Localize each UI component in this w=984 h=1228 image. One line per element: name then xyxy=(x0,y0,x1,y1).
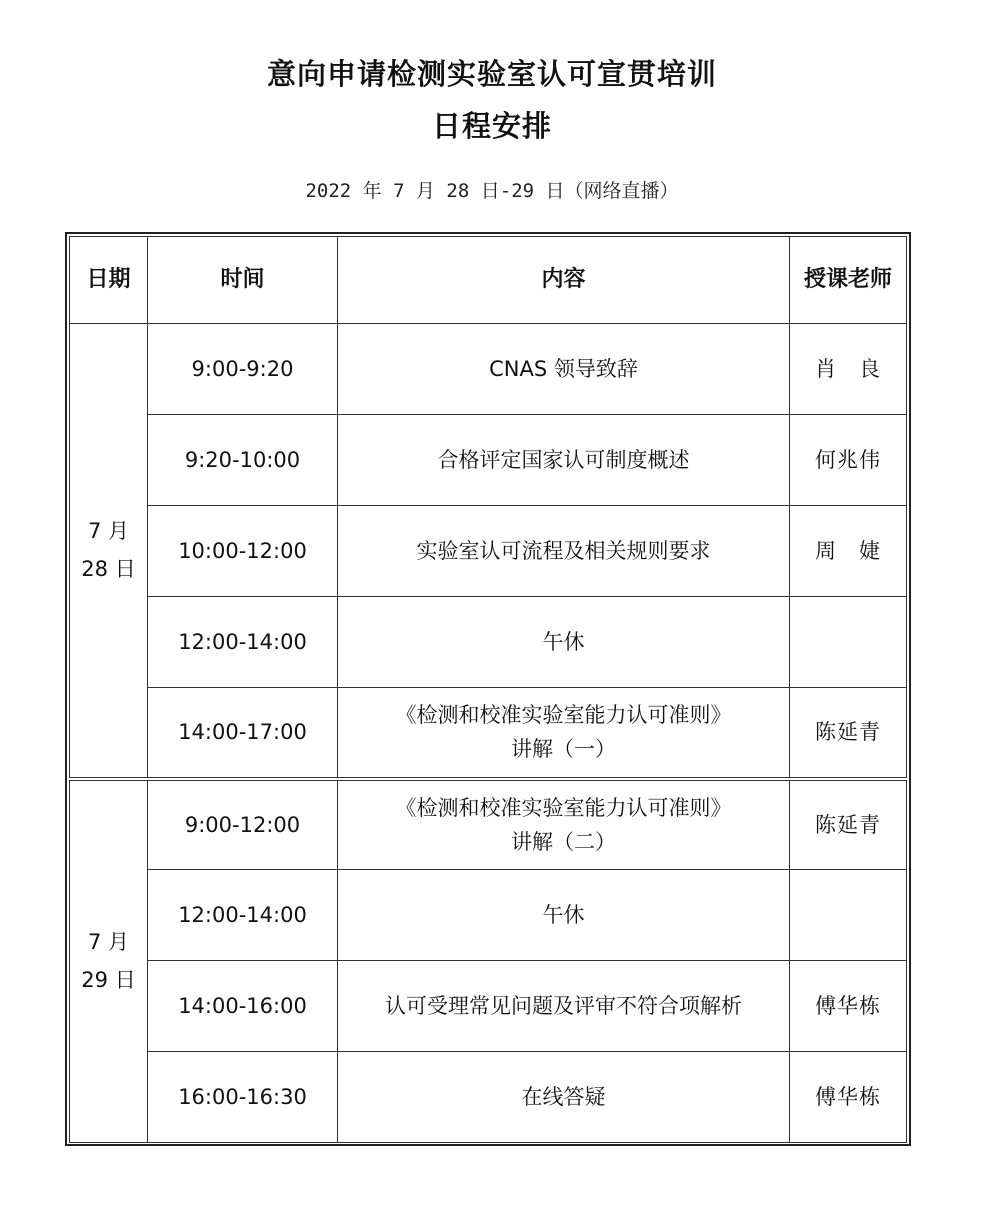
content-line-1: 午休 xyxy=(542,630,585,654)
content-cell xyxy=(338,597,790,688)
time-cell: 9:00-12:00 xyxy=(148,779,338,870)
table-row xyxy=(70,506,907,597)
date-day: 28 日 xyxy=(81,557,136,582)
date-cell-day-2 xyxy=(70,779,148,1143)
date-month: 7 月 xyxy=(87,519,130,544)
content-line-1: 午休 xyxy=(542,903,585,927)
date-month: 7 月 xyxy=(87,930,130,955)
table-row xyxy=(70,870,907,961)
content-cell xyxy=(338,1052,790,1143)
time-cell: 12:00-14:00 xyxy=(148,870,338,961)
time-cell: 14:00-17:00 xyxy=(148,688,338,779)
header-teacher: 授课老师 xyxy=(790,237,907,324)
schedule-table-frame xyxy=(65,232,911,1146)
teacher-cell: 何兆伟 xyxy=(790,415,907,506)
table-row xyxy=(70,415,907,506)
content-cell xyxy=(338,506,790,597)
time-cell: 9:00-9:20 xyxy=(148,324,338,415)
content-cell xyxy=(338,324,790,415)
content-cell xyxy=(338,415,790,506)
content-line-1: 认可受理常见问题及评审不符合项解析 xyxy=(385,994,742,1018)
content-line-1: 在线答疑 xyxy=(521,1085,606,1109)
time-cell: 9:20-10:00 xyxy=(148,415,338,506)
content-cell xyxy=(338,961,790,1052)
teacher-cell: 傅华栋 xyxy=(790,1052,907,1143)
teacher-cell: 肖 良 xyxy=(790,324,907,415)
teacher-cell xyxy=(790,870,907,961)
time-cell: 16:00-16:30 xyxy=(148,1052,338,1143)
content-cell xyxy=(338,779,790,870)
content-line-1: 实验室认可流程及相关规则要求 xyxy=(416,539,711,563)
document-title xyxy=(0,48,984,152)
table-row xyxy=(70,779,907,870)
teacher-cell: 周 婕 xyxy=(790,506,907,597)
table-row xyxy=(70,688,907,779)
header-time: 时间 xyxy=(148,237,338,324)
teacher-cell: 陈延青 xyxy=(790,688,907,779)
content-line-2: 讲解（二） xyxy=(511,829,616,854)
table-row xyxy=(70,1052,907,1143)
teacher-cell xyxy=(790,597,907,688)
table-header-row xyxy=(70,237,907,324)
table-row xyxy=(70,324,907,415)
header-date: 日期 xyxy=(70,237,148,324)
time-cell: 10:00-12:00 xyxy=(148,506,338,597)
content-line-1: 合格评定国家认可制度概述 xyxy=(437,448,690,472)
teacher-cell: 陈延青 xyxy=(790,779,907,870)
table-row xyxy=(70,961,907,1052)
date-cell-day-1 xyxy=(70,324,148,779)
schedule-date-subtitle: 2022 年 7 月 28 日-29 日（网络直播） xyxy=(305,180,679,202)
schedule-table xyxy=(69,236,907,1143)
title-line-2: 日程安排 xyxy=(431,109,552,143)
content-line-1: 《检测和校准实验室能力认可准则》 xyxy=(395,703,732,728)
content-cell xyxy=(338,688,790,779)
content-line-2: 讲解（一） xyxy=(511,737,616,762)
time-cell: 12:00-14:00 xyxy=(148,597,338,688)
content-line-1: CNAS 领导致辞 xyxy=(489,357,638,381)
title-line-1: 意向申请检测实验室认可宣贯培训 xyxy=(266,57,717,91)
content-line-1: 《检测和校准实验室能力认可准则》 xyxy=(395,795,732,820)
header-content: 内容 xyxy=(338,237,790,324)
content-cell xyxy=(338,870,790,961)
date-day: 29 日 xyxy=(81,968,136,993)
teacher-cell: 傅华栋 xyxy=(790,961,907,1052)
time-cell: 14:00-16:00 xyxy=(148,961,338,1052)
table-row xyxy=(70,597,907,688)
